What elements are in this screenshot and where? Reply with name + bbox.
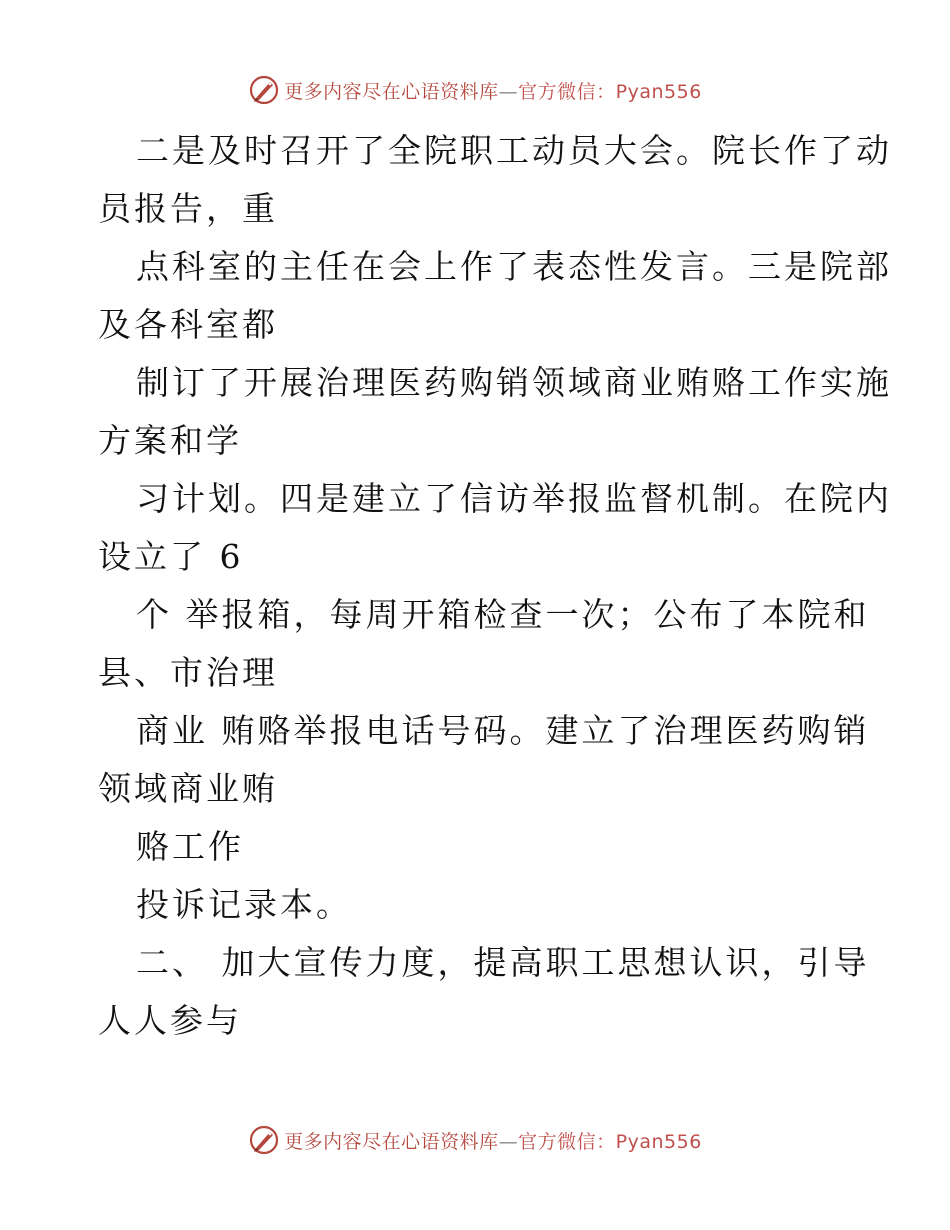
body-text-line: 及各科室都: [98, 305, 278, 344]
body-text-line: 投诉记录本。: [136, 885, 352, 924]
header-banner-suffix: 官方微信：Pyan556: [518, 80, 702, 103]
body-text-line: 领域商业贿: [98, 769, 278, 808]
header-banner-title: 更多内容尽在心语资料库: [284, 80, 499, 103]
header-banner-text: [284, 77, 702, 104]
body-text-line: 个 举报箱，每周开箱检查一次；公布了本院和: [136, 595, 870, 634]
body-text-line: 县、市治理: [98, 653, 278, 692]
body-text-line: 点科室的主任在会上作了表态性发言。三是院部: [136, 247, 892, 286]
body-text-line: 设立了 6: [98, 537, 244, 576]
footer-banner-text: [284, 1127, 702, 1154]
body-text-line: 二、 加大宣传力度，提高职工思想认识，引导: [136, 943, 870, 982]
body-text-line: 二是及时召开了全院职工动员大会。院长作了动: [136, 131, 892, 170]
footer-banner-separator: —: [498, 1130, 519, 1153]
body-text-line: 习计划。四是建立了信访举报监督机制。在院内: [136, 479, 892, 518]
header-banner: [0, 70, 950, 110]
quill-pen-logo-icon: [248, 1124, 280, 1156]
body-text-line: 制订了开展治理医药购销领域商业贿赂工作实施: [136, 363, 892, 402]
body-text-line: 商业 贿赂举报电话号码。建立了治理医药购销: [136, 711, 870, 750]
quill-pen-logo-icon: [248, 74, 280, 106]
footer-banner-suffix: 官方微信：Pyan556: [518, 1130, 702, 1153]
document-body: [98, 122, 892, 1050]
body-text-line: 人人参与: [98, 1001, 242, 1040]
footer-banner: [0, 1120, 950, 1160]
header-banner-separator: —: [498, 80, 519, 103]
body-text-line: 员报告，重: [98, 189, 278, 228]
body-text-line: 赂工作: [136, 827, 244, 866]
footer-banner-title: 更多内容尽在心语资料库: [284, 1130, 499, 1153]
body-text-line: 方案和学: [98, 421, 242, 460]
